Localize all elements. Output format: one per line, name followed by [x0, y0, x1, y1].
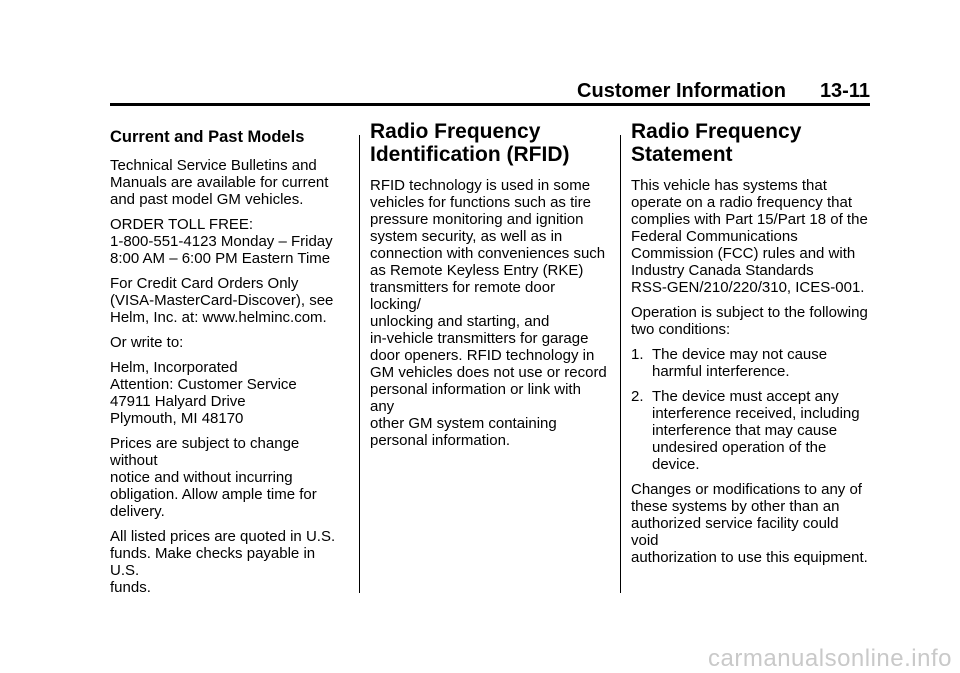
column-current-past-models [110, 127, 348, 604]
order-toll-free-paragraph: ORDER TOLL FREE: 1-800-551-4123 Monday – Friday 8:00 AM – 6:00 PM Eastern Time [110, 216, 333, 267]
funds-paragraph: All listed prices are quoted in U.S. funds. Make checks payable in U.S. funds. [110, 528, 336, 596]
rfid-heading: Radio Frequency Identification (RFID) [370, 120, 570, 166]
list-item [631, 388, 869, 473]
address-paragraph: Helm, Incorporated Attention: Customer Service 47911 Halyard Drive Plymouth, MI 48170 [110, 359, 297, 427]
radio-frequency-statement-heading: Radio Frequency Statement [631, 120, 802, 166]
chapter-title: Customer Information [577, 80, 786, 102]
write-to-paragraph: Or write to: [110, 334, 184, 351]
column-rfid [370, 120, 608, 457]
column-divider [359, 135, 360, 593]
page-header [110, 78, 870, 106]
list-item-number: 2. [631, 388, 644, 405]
list-item [631, 346, 869, 380]
watermark: carmanualsonline.info [708, 645, 952, 672]
page-number: 13-11 [819, 80, 870, 102]
conditions-list [631, 346, 869, 473]
header-title-line [577, 80, 870, 103]
list-item-number: 1. [631, 346, 644, 363]
current-past-models-heading: Current and Past Models [110, 128, 305, 146]
modifications-paragraph: Changes or modifications to any of these systems by other than an authorized service facility could void authorization to use this equipment. [631, 481, 868, 566]
conditions-intro-paragraph: Operation is subject to the following two conditions: [631, 304, 868, 338]
column-divider [620, 135, 621, 593]
list-item-text: The device may not cause harmful interference. [652, 346, 828, 380]
compliance-paragraph: This vehicle has systems that operate on a radio frequency that complies with Part 15/Part 18 of the Federal Communications Commission (FCC) rules and with Industry Canada Standards RSS-GEN/210/220/310, ICES-001. [631, 177, 868, 296]
rfid-paragraph: RFID technology is used in some vehicles for functions such as tire pressure monitoring and ignition system security, as well as in connection with conveniences such as Remote Keyless Entry (RKE) transmitters for remote door locking/ unlocking and starting, and in-vehicle transmitters for garage door openers. RFID technology in GM vehicles does not use or record personal information or link with any other GM system containing personal information. [370, 177, 607, 449]
prices-paragraph: Prices are subject to change without notice and without incurring obligation. Allow ample time for delivery. [110, 435, 317, 520]
list-item-text: The device must accept any interference received, including interference that may cause undesired operation of the device. [652, 388, 860, 473]
credit-card-paragraph: For Credit Card Orders Only (VISA-MasterCard-Discover), see Helm, Inc. at: www.helminc.com. [110, 275, 334, 326]
header-rule [110, 103, 870, 106]
column-radio-frequency-statement [631, 120, 869, 574]
bulletins-paragraph: Technical Service Bulletins and Manuals are available for current and past model GM vehicles. [110, 157, 329, 208]
